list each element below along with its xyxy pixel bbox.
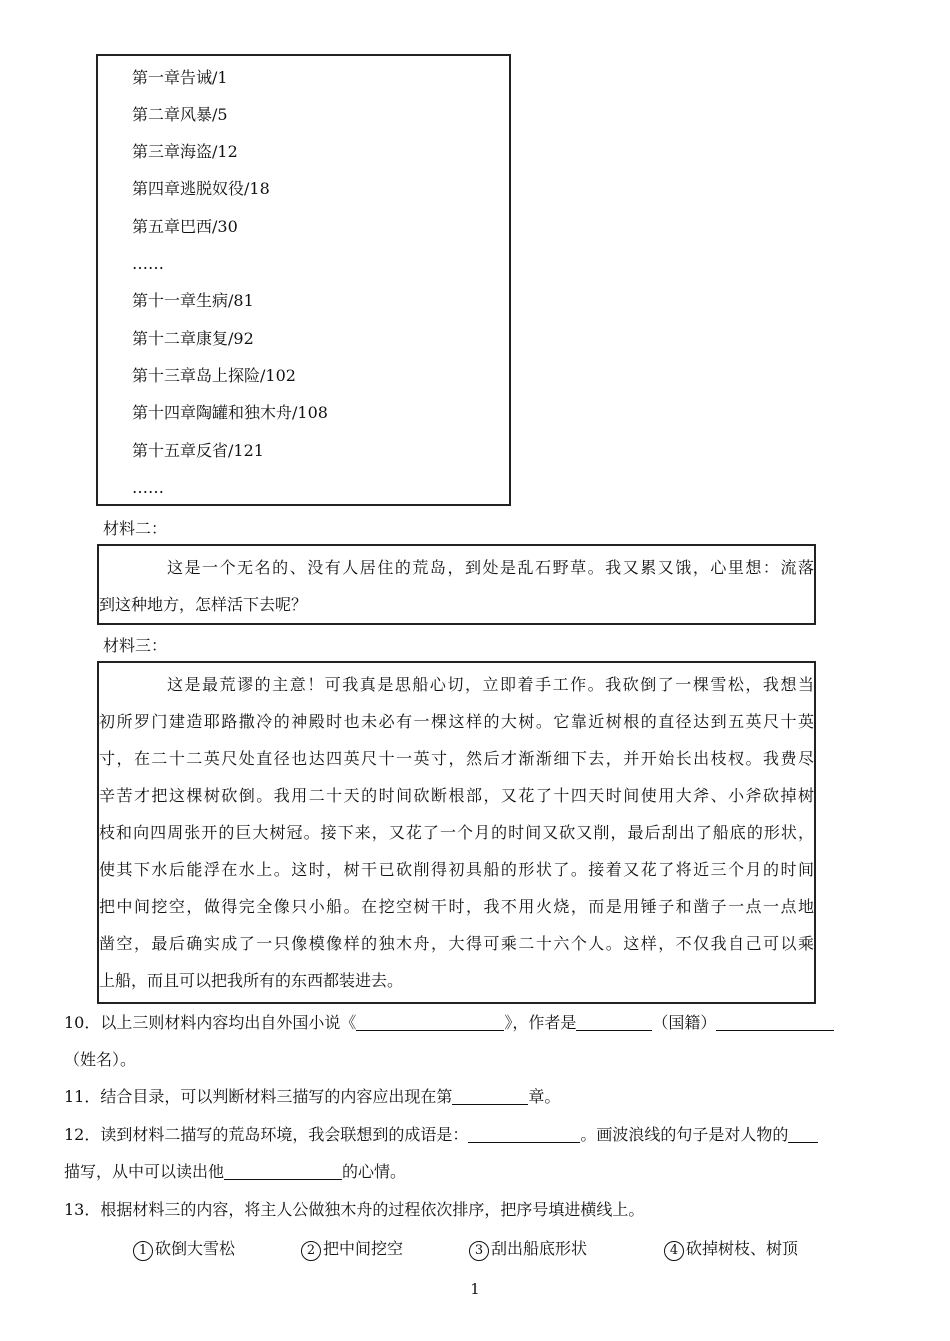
q12-idiom-blank[interactable] bbox=[468, 1126, 580, 1143]
question-11 bbox=[64, 1086, 560, 1108]
toc-item: 第三章海盗/12 bbox=[132, 142, 238, 161]
q12-text: 的心情。 bbox=[342, 1162, 407, 1181]
q10-author-blank[interactable] bbox=[716, 1014, 834, 1031]
material2-line: 这是一个无名的、没有人居住的荒岛，到处是乱石野草。我又累又饿，心里想：流落 bbox=[167, 558, 814, 577]
toc-item: 第十三章岛上探险/102 bbox=[132, 366, 296, 385]
option-number: 2 bbox=[301, 1241, 321, 1261]
material2-box bbox=[97, 544, 816, 625]
q11-text: 章。 bbox=[528, 1087, 561, 1106]
toc-item: 第二章风暴/5 bbox=[132, 105, 228, 124]
option-text: 把中间挖空 bbox=[323, 1239, 404, 1258]
question-10-cont: （姓名）。 bbox=[64, 1050, 137, 1069]
material3-line: 寸，在二十二英尺处直径也达四英尺十一英寸，然后才渐渐细下去，并开始长出枝杈。我费尽 bbox=[99, 749, 814, 768]
option-3 bbox=[469, 1236, 587, 1261]
toc-item: 第十四章陶罐和独木舟/108 bbox=[132, 403, 328, 422]
option-4 bbox=[664, 1236, 798, 1261]
q11-text: 11．结合目录，可以判断材料三描写的内容应出现在第 bbox=[64, 1087, 453, 1106]
q12-description-blank[interactable] bbox=[788, 1126, 818, 1143]
q10-text: 10．以上三则材料内容均出自外国小说《 bbox=[64, 1013, 357, 1032]
option-text: 砍倒大雪松 bbox=[155, 1239, 236, 1258]
q11-chapter-blank[interactable] bbox=[452, 1088, 528, 1105]
toc-item: 第五章巴西/30 bbox=[132, 217, 238, 236]
q12-text: 12．读到材料二描写的荒岛环境，我会联想到的成语是： bbox=[64, 1125, 469, 1144]
material3-line: 辛苦才把这棵树砍倒。我用二十天的时间砍断根部，又花了十四天时间使用大斧、小斧砍掉树 bbox=[99, 786, 814, 805]
question-12-cont bbox=[64, 1161, 406, 1183]
option-number: 4 bbox=[664, 1241, 684, 1261]
q10-text: （国籍） bbox=[652, 1013, 717, 1032]
q10-text: 》，作者是 bbox=[504, 1013, 577, 1032]
question-13: 13．根据材料三的内容，将主人公做独木舟的过程依次排序，把序号填进横线上。 bbox=[64, 1200, 645, 1219]
q10-novel-blank[interactable] bbox=[356, 1014, 504, 1031]
page-number: 1 bbox=[470, 1280, 480, 1298]
option-text: 刮出船底形状 bbox=[491, 1239, 588, 1258]
toc-item: 第十二章康复/92 bbox=[132, 329, 254, 348]
toc-item: 第四章逃脱奴役/18 bbox=[132, 179, 270, 198]
material3-line: 这是最荒谬的主意！可我真是思船心切，立即着手工作。我砍倒了一棵雪松，我想当 bbox=[167, 675, 814, 694]
material2-line: 到这种地方，怎样活下去呢？ bbox=[99, 595, 308, 614]
option-number: 3 bbox=[469, 1241, 489, 1261]
toc-item: 第十五章反省/121 bbox=[132, 441, 264, 460]
toc-item: 第一章告诫/1 bbox=[132, 68, 228, 87]
q10-nationality-blank[interactable] bbox=[576, 1014, 652, 1031]
option-number: 1 bbox=[133, 1241, 153, 1261]
material3-line: 凿空，最后确实成了一只像模像样的独木舟，大得可乘二十六个人。这样，不仅我自己可以乘 bbox=[99, 934, 814, 953]
material3-line: 初所罗门建造耶路撒冷的神殿时也未必有一棵这样的大树。它靠近树根的直径达到五英尺十英 bbox=[99, 712, 814, 731]
toc-item: …… bbox=[132, 478, 164, 497]
option-text: 砍掉树枝、树顶 bbox=[686, 1239, 799, 1258]
material3-line: 枝和向四周张开的巨大树冠。接下来，又花了一个月的时间又砍又削，最后刮出了船底的形状， bbox=[99, 823, 814, 842]
question-12 bbox=[64, 1124, 818, 1146]
q12-text: 。画波浪线的句子是对人物的 bbox=[580, 1125, 789, 1144]
material3-label: 材料三： bbox=[103, 636, 168, 655]
table-of-contents bbox=[96, 54, 511, 506]
option-1 bbox=[133, 1236, 235, 1261]
material3-line: 上船，而且可以把我所有的东西都装进去。 bbox=[99, 971, 404, 990]
q12-text: 描写，从中可以读出他 bbox=[64, 1162, 225, 1181]
material2-label: 材料二： bbox=[103, 519, 168, 538]
toc-item: …… bbox=[132, 254, 164, 273]
question-10 bbox=[64, 1012, 834, 1034]
material3-line: 使其下水后能浮在水上。这时，树干已砍削得初具船的形状了。接着又花了将近三个月的时间 bbox=[99, 860, 814, 879]
material3-box bbox=[97, 661, 816, 1004]
toc-item: 第十一章生病/81 bbox=[132, 291, 254, 310]
q12-mood-blank[interactable] bbox=[224, 1163, 342, 1180]
option-2 bbox=[301, 1236, 403, 1261]
material3-line: 把中间挖空，做得完全像只小船。在挖空树干时，我不用火烧，而是用锤子和凿子一点一点地 bbox=[99, 897, 814, 916]
